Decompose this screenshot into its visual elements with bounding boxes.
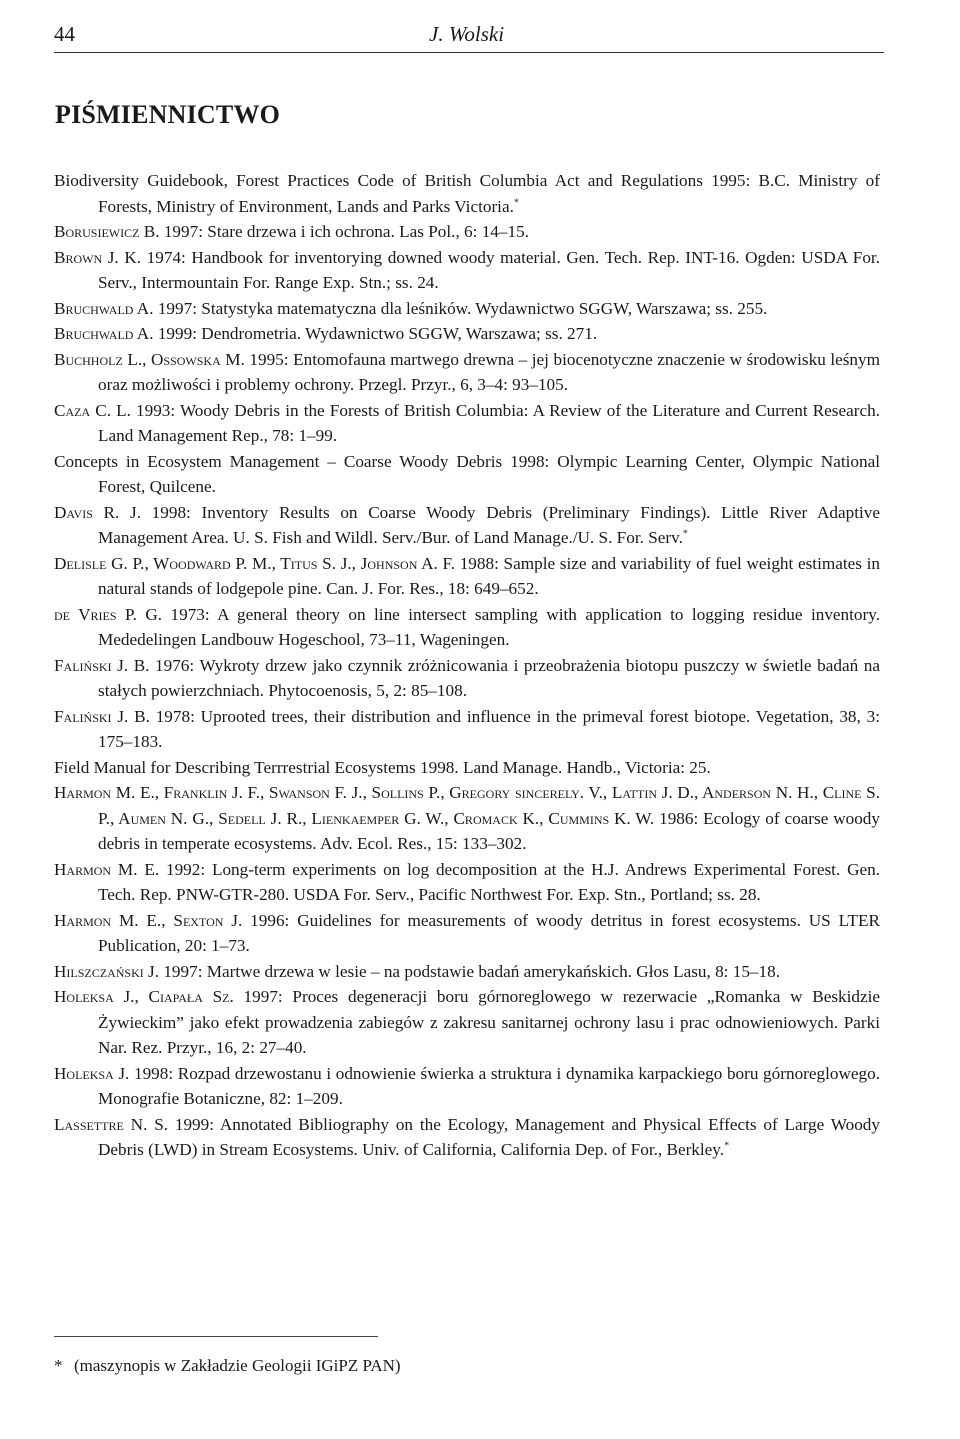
reference-text: 1993: Woody Debris in the Forests of British Columbia: A Review of the Literature and Current Research. Land Management Rep., 78: 1–99. — [98, 400, 880, 445]
reference-authors: Delisle G. P., Woodward P. M., Titus S. J., Johnson A. F. — [54, 553, 456, 573]
reference-text: 1996: Guidelines for measurements of woody detritus in forest ecosystems. US LTER Publication, 20: 1–73. — [98, 910, 880, 955]
reference-text: 1974: Handbook for inventorying downed woody material. Gen. Tech. Rep. INT-16. Ogden: USDA For. Serv., Intermountain For. Range Exp. Stn.; ss. 24. — [98, 247, 880, 292]
reference-authors: Brown J. K. — [54, 247, 142, 267]
reference-authors: Buchholz L., Ossowska M. — [54, 349, 245, 369]
reference-entry — [54, 602, 880, 653]
reference-text: 1976: Wykroty drzew jako czynnik zróżnicowania i przeobrażenia biotopu puszczy w świetle badań na stałych powierzchniach. Phytocoenosis, 5, 2: 85–108. — [98, 655, 880, 700]
footnote-reference-mark: * — [724, 1140, 730, 1152]
reference-text: 1998: Rozpad drzewostanu i odnowienie świerka a struktura i dynamika karpackiego boru górnoreglowego. Monografie Botaniczne, 82: 1–209. — [98, 1063, 880, 1108]
reference-entry — [54, 1061, 880, 1112]
reference-entry — [54, 857, 880, 908]
reference-entry — [54, 321, 880, 347]
reference-authors: Caza C. L. — [54, 400, 131, 420]
reference-text: Biodiversity Guidebook, Forest Practices Code of British Columbia Act and Regulations 1995: B.C. Ministry of Forests, Ministry of Environment, Lands and Parks Victoria. — [54, 171, 880, 216]
reference-entry — [54, 908, 880, 959]
reference-text: 1998: Inventory Results on Coarse Woody Debris (Preliminary Findings). Little River Adaptive Management Area. U. S. Fish and Wildl. Serv./Bur. of Land Manage./U. S. For. Serv. — [98, 502, 880, 547]
reference-entry — [54, 551, 880, 602]
reference-authors: Bruchwald A. — [54, 324, 154, 343]
reference-entry — [54, 449, 880, 500]
reference-authors: Faliński J. B. — [54, 655, 150, 675]
reference-text: 1999: Dendrometria. Wydawnictwo SGGW, Warszawa; ss. 271. — [153, 324, 598, 343]
reference-entry — [54, 780, 880, 857]
reference-entry — [54, 245, 880, 296]
reference-text: 1997: Proces degeneracji boru górnoreglowego w rezerwacie „Romanka w Beskidzie Żywieckim” jako efekt prowadzenia zabiegów z zakresu sanitarnej ochrony lasu i prac odnowieniowych. Parki Nar. Rez. Przyr., 16, 2: 27–40. — [98, 987, 881, 1057]
footnote-divider — [54, 1336, 378, 1337]
reference-entry — [54, 653, 880, 704]
reference-entry — [54, 347, 880, 398]
page-header — [54, 20, 884, 53]
reference-text: 1997: Stare drzewa i ich ochrona. Las Pol., 6: 14–15. — [159, 222, 529, 241]
page-number: 44 — [54, 22, 75, 46]
reference-entry — [54, 1112, 880, 1163]
reference-authors: Holeksa J. — [54, 1063, 130, 1083]
reference-authors: Holeksa J., Ciapała Sz. — [54, 987, 234, 1006]
reference-entry — [54, 959, 880, 985]
reference-entry — [54, 168, 880, 219]
reference-text: 1999: Annotated Bibliography on the Ecology, Management and Physical Effects of Large Woody Debris (LWD) in Stream Ecosystems. Univ. of California, California Dep. of For., Berkley. — [98, 1114, 880, 1159]
reference-entry — [54, 296, 880, 322]
reference-entry — [54, 755, 880, 781]
reference-authors: Harmon M. E., Franklin J. F., Swanson F. J., Sollins P., Gregory sincerely. V., Lattin J. D., Anderson N. H., Cline S. P., Aumen N. G., Sedell J. R., Lienkaemper G. W., Cromack K., Cummins K. W. — [54, 783, 880, 828]
footnote — [54, 1354, 401, 1378]
reference-text: 1986: Ecology of coarse woody debris in temperate ecosystems. Adv. Ecol. Res., 15: 133–302. — [98, 808, 880, 853]
reference-authors: Davis R. J. — [54, 502, 141, 522]
footnote-marker: * — [54, 1356, 63, 1375]
reference-text: 1992: Long-term experiments on log decomposition at the H.J. Andrews Experimental Forest. Gen. Tech. Rep. PNW-GTR-280. USDA For. Serv., Pacific Northwest For. Exp. Stn., Portland; ss. 28. — [98, 859, 880, 904]
reference-list — [54, 168, 880, 1163]
footnote-text: (maszynopis w Zakładzie Geologii IGiPZ PAN) — [74, 1356, 401, 1375]
reference-entry — [54, 398, 880, 449]
reference-authors: Harmon M. E. — [54, 859, 160, 879]
reference-authors: Faliński J. B. — [54, 706, 150, 726]
reference-text: Concepts in Ecosystem Management – Coarse Woody Debris 1998: Olympic Learning Center, Olympic National Forest, Quilcene. — [54, 451, 880, 496]
reference-authors: Borusiewicz B. — [54, 222, 160, 241]
reference-authors: de Vries P. G. — [54, 604, 163, 624]
reference-authors: Lassettre N. S. — [54, 1114, 169, 1134]
reference-text: 1997: Martwe drzewa w lesie – na podstawie badań amerykańskich. Głos Lasu, 8: 15–18. — [159, 961, 781, 981]
reference-text: 1988: Sample size and variability of fuel weight estimates in natural stands of lodgepole pine. Can. J. For. Res., 18: 649–652. — [98, 553, 880, 598]
reference-text: 1973: A general theory on line intersect sampling with application to logging residue inventory. Mededelingen Landbouw Hogeschool, 73–11, Wageningen. — [98, 604, 880, 649]
running-head: J. Wolski — [429, 22, 505, 46]
reference-text: 1978: Uprooted trees, their distribution and influence in the primeval forest biotope. Vegetation, 38, 3: 175–183. — [98, 706, 880, 751]
reference-text: Field Manual for Describing Terrrestrial Ecosystems 1998. Land Manage. Handb., Victoria: 25. — [54, 757, 711, 777]
reference-entry — [54, 984, 880, 1061]
reference-entry — [54, 219, 880, 245]
reference-text: 1995: Entomofauna martwego drewna – jej biocenotyczne znaczenie w środowisku leśnym oraz możliwości i problemy ochrony. Przegl. Przyr., 6, 3–4: 93–105. — [98, 349, 880, 394]
section-title: PIŚMIENNICTWO — [55, 100, 281, 129]
reference-entry — [54, 704, 880, 755]
reference-text: 1997: Statystyka matematyczna dla leśników. Wydawnictwo SGGW, Warszawa; ss. 255. — [153, 298, 768, 318]
reference-authors: Harmon M. E., Sexton J. — [54, 910, 243, 930]
reference-authors: Hilszczański J. — [54, 961, 160, 981]
footnote-reference-mark: * — [682, 528, 688, 540]
footnote-reference-mark: * — [513, 196, 519, 208]
reference-authors: Bruchwald A. — [54, 298, 154, 318]
reference-entry — [54, 500, 880, 551]
